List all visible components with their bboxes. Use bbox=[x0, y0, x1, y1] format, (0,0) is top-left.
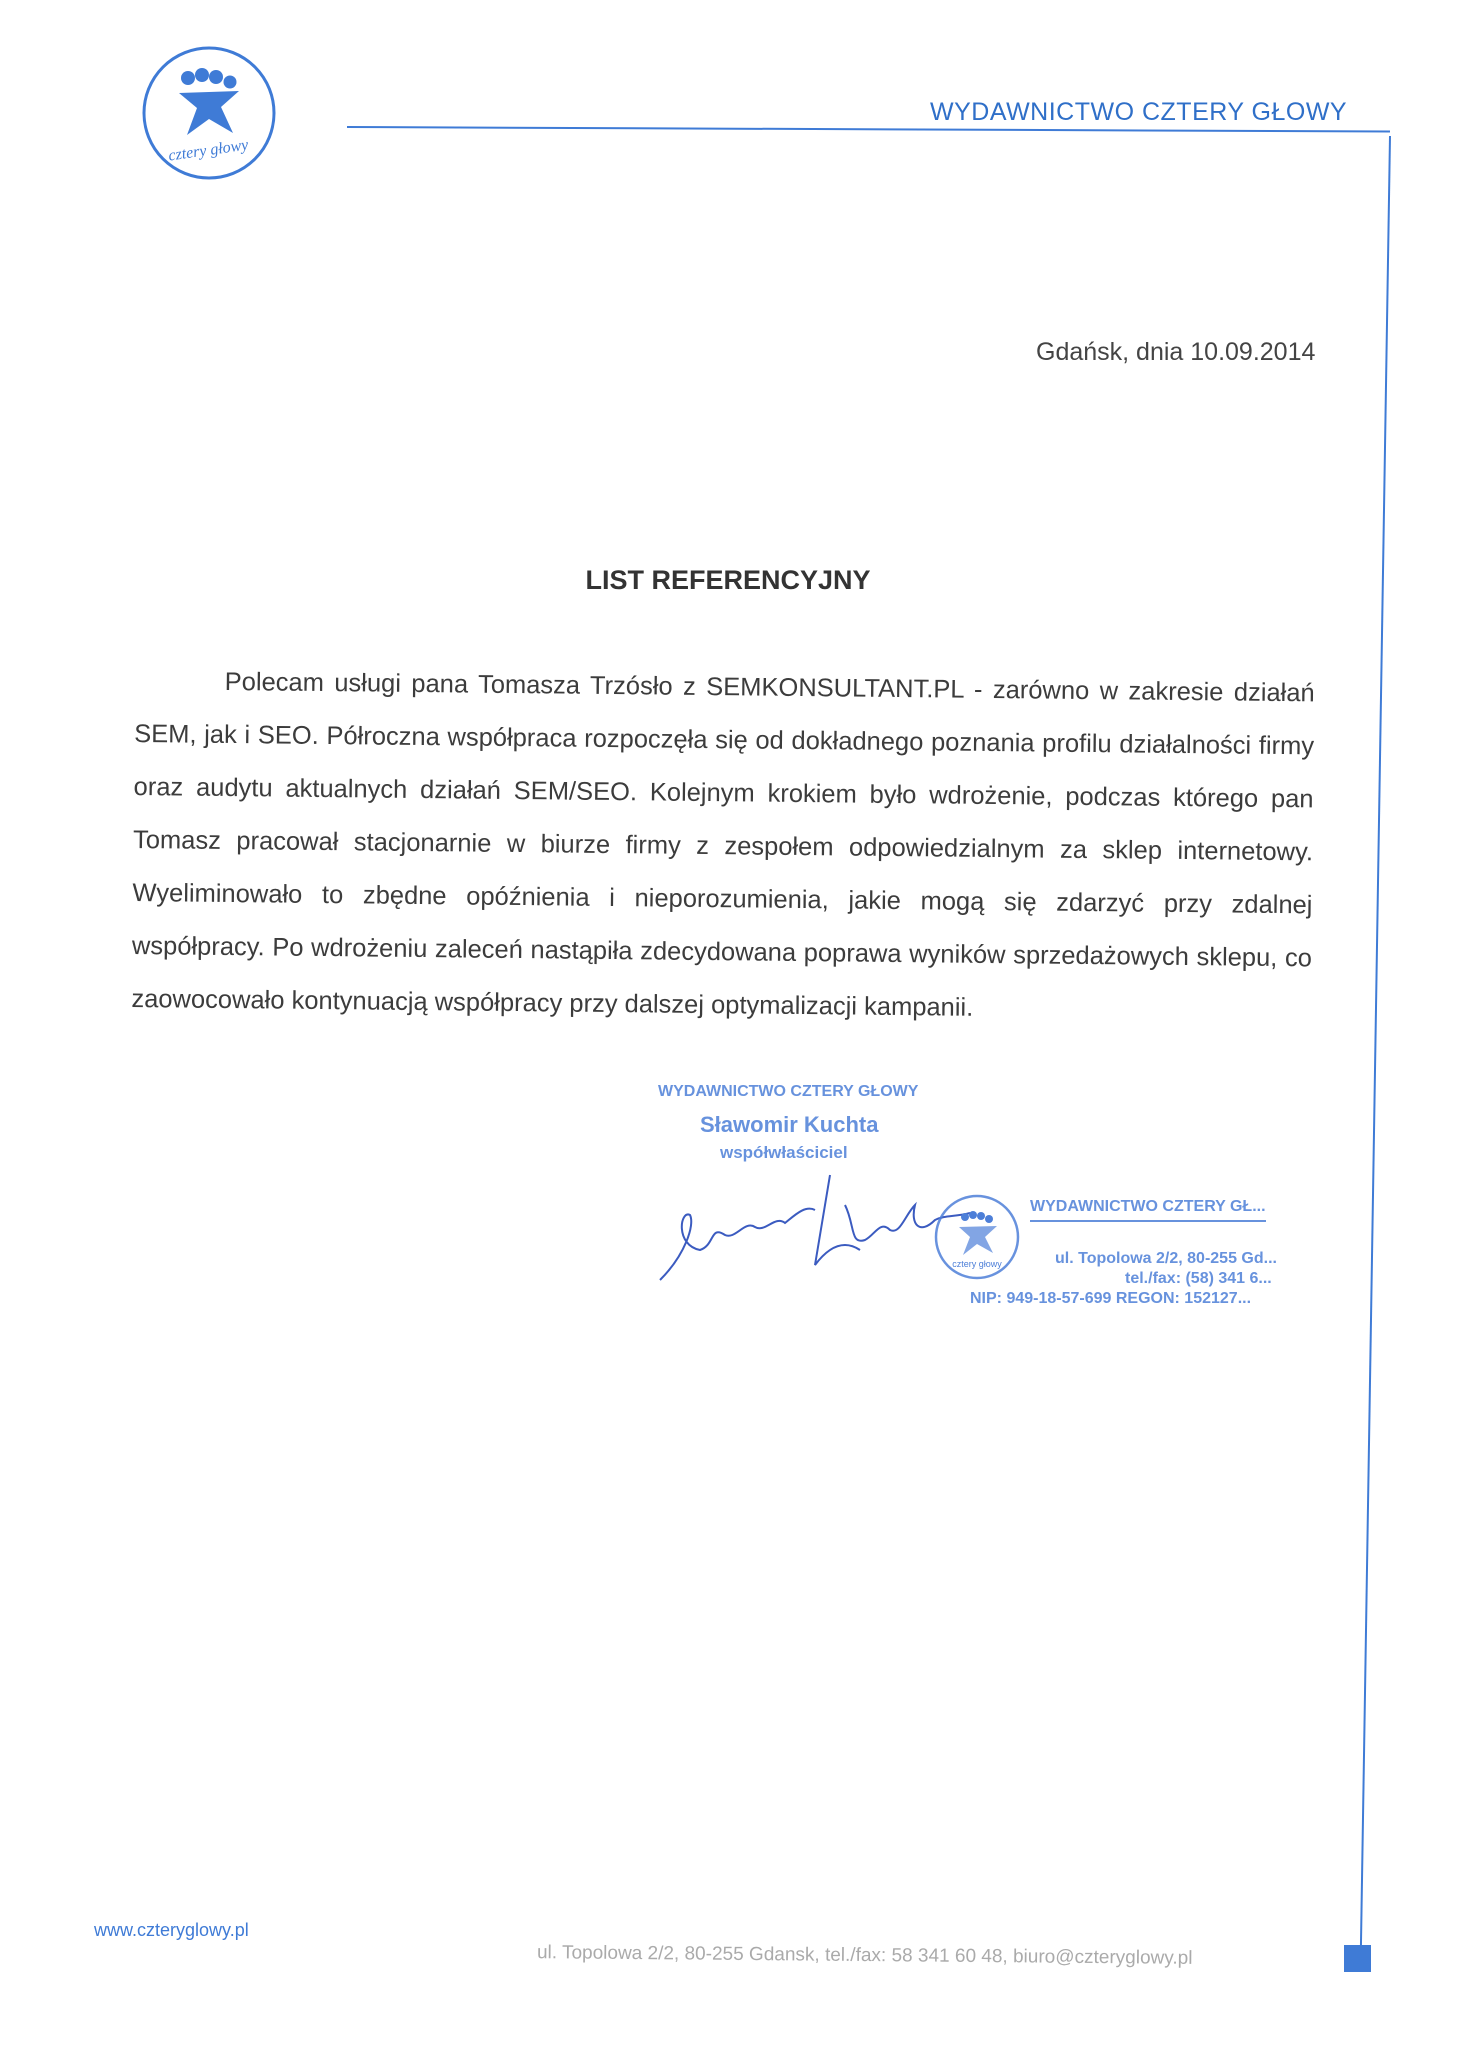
footer-website: www.czteryglowy.pl bbox=[94, 1920, 249, 1940]
footer-address: ul. Topolowa 2/2, 80-255 Gdansk, tel./fax: 58 341 60 48, biuro@czteryglowy.pl bbox=[536, 1942, 1193, 1969]
company-logo bbox=[141, 45, 277, 181]
corner-square bbox=[1344, 1945, 1371, 1972]
stamp-role: współwłaściciel bbox=[720, 1143, 848, 1162]
stamp-name: Sławomir Kuchta bbox=[700, 1112, 879, 1137]
seal-phone: tel./fax: (58) 341 6... bbox=[1125, 1270, 1272, 1287]
seal-address: ul. Topolowa 2/2, 80-255 Gd... bbox=[1055, 1250, 1277, 1267]
stamp-company: WYDAWNICTWO CZTERY GŁOWY bbox=[658, 1083, 919, 1100]
letter-title: LIST REFERENCYJNY bbox=[585, 565, 871, 595]
letter-body bbox=[131, 655, 1315, 1038]
header-company-name: WYDAWNICTWO CZTERY GŁOWY bbox=[930, 98, 1348, 126]
body-paragraph: Polecam usługi pana Tomasza Trzósło z SEMKONSULTANT.PL - zarówno w zakresie działań SEM, jak i SEO. Półroczna współpraca rozpoczęła się od dokładnego poznania profilu działalności firmy oraz audytu aktualnych działań SEM/SEO. Kolejnym krokiem było wdrożenie, podczas którego pan Tomasz pracował stacjonarnie w biurze firmy z zespołem odpowiedzialnym za sklep internetowy. Wyeliminowało to zbędne opóźnienia i nieporozumienia, jakie mogą się zdarzyć przy zdalnej współpracy. Po wdrożeniu zaleceń nastąpiła zdecydowana poprawa wyników sprzedażowych sklepu, co zaowocowało kontynuacją współpracy przy dalszej optymalizacji kampanii. bbox=[131, 667, 1315, 1022]
seal-company: WYDAWNICTWO CZTERY GŁ... bbox=[1030, 1198, 1266, 1222]
company-seal-logo bbox=[933, 1193, 1021, 1281]
seal-logo-text: cztery głowy bbox=[952, 1259, 1002, 1269]
svg-text:cztery głowy: cztery głowy bbox=[167, 136, 250, 165]
seal-nip-regon: NIP: 949-18-57-699 REGON: 152127... bbox=[970, 1290, 1252, 1307]
side-rule bbox=[1360, 136, 1391, 1946]
letter-date: Gdańsk, dnia 10.09.2014 bbox=[1036, 338, 1316, 366]
handwritten-signature bbox=[655, 1165, 975, 1285]
